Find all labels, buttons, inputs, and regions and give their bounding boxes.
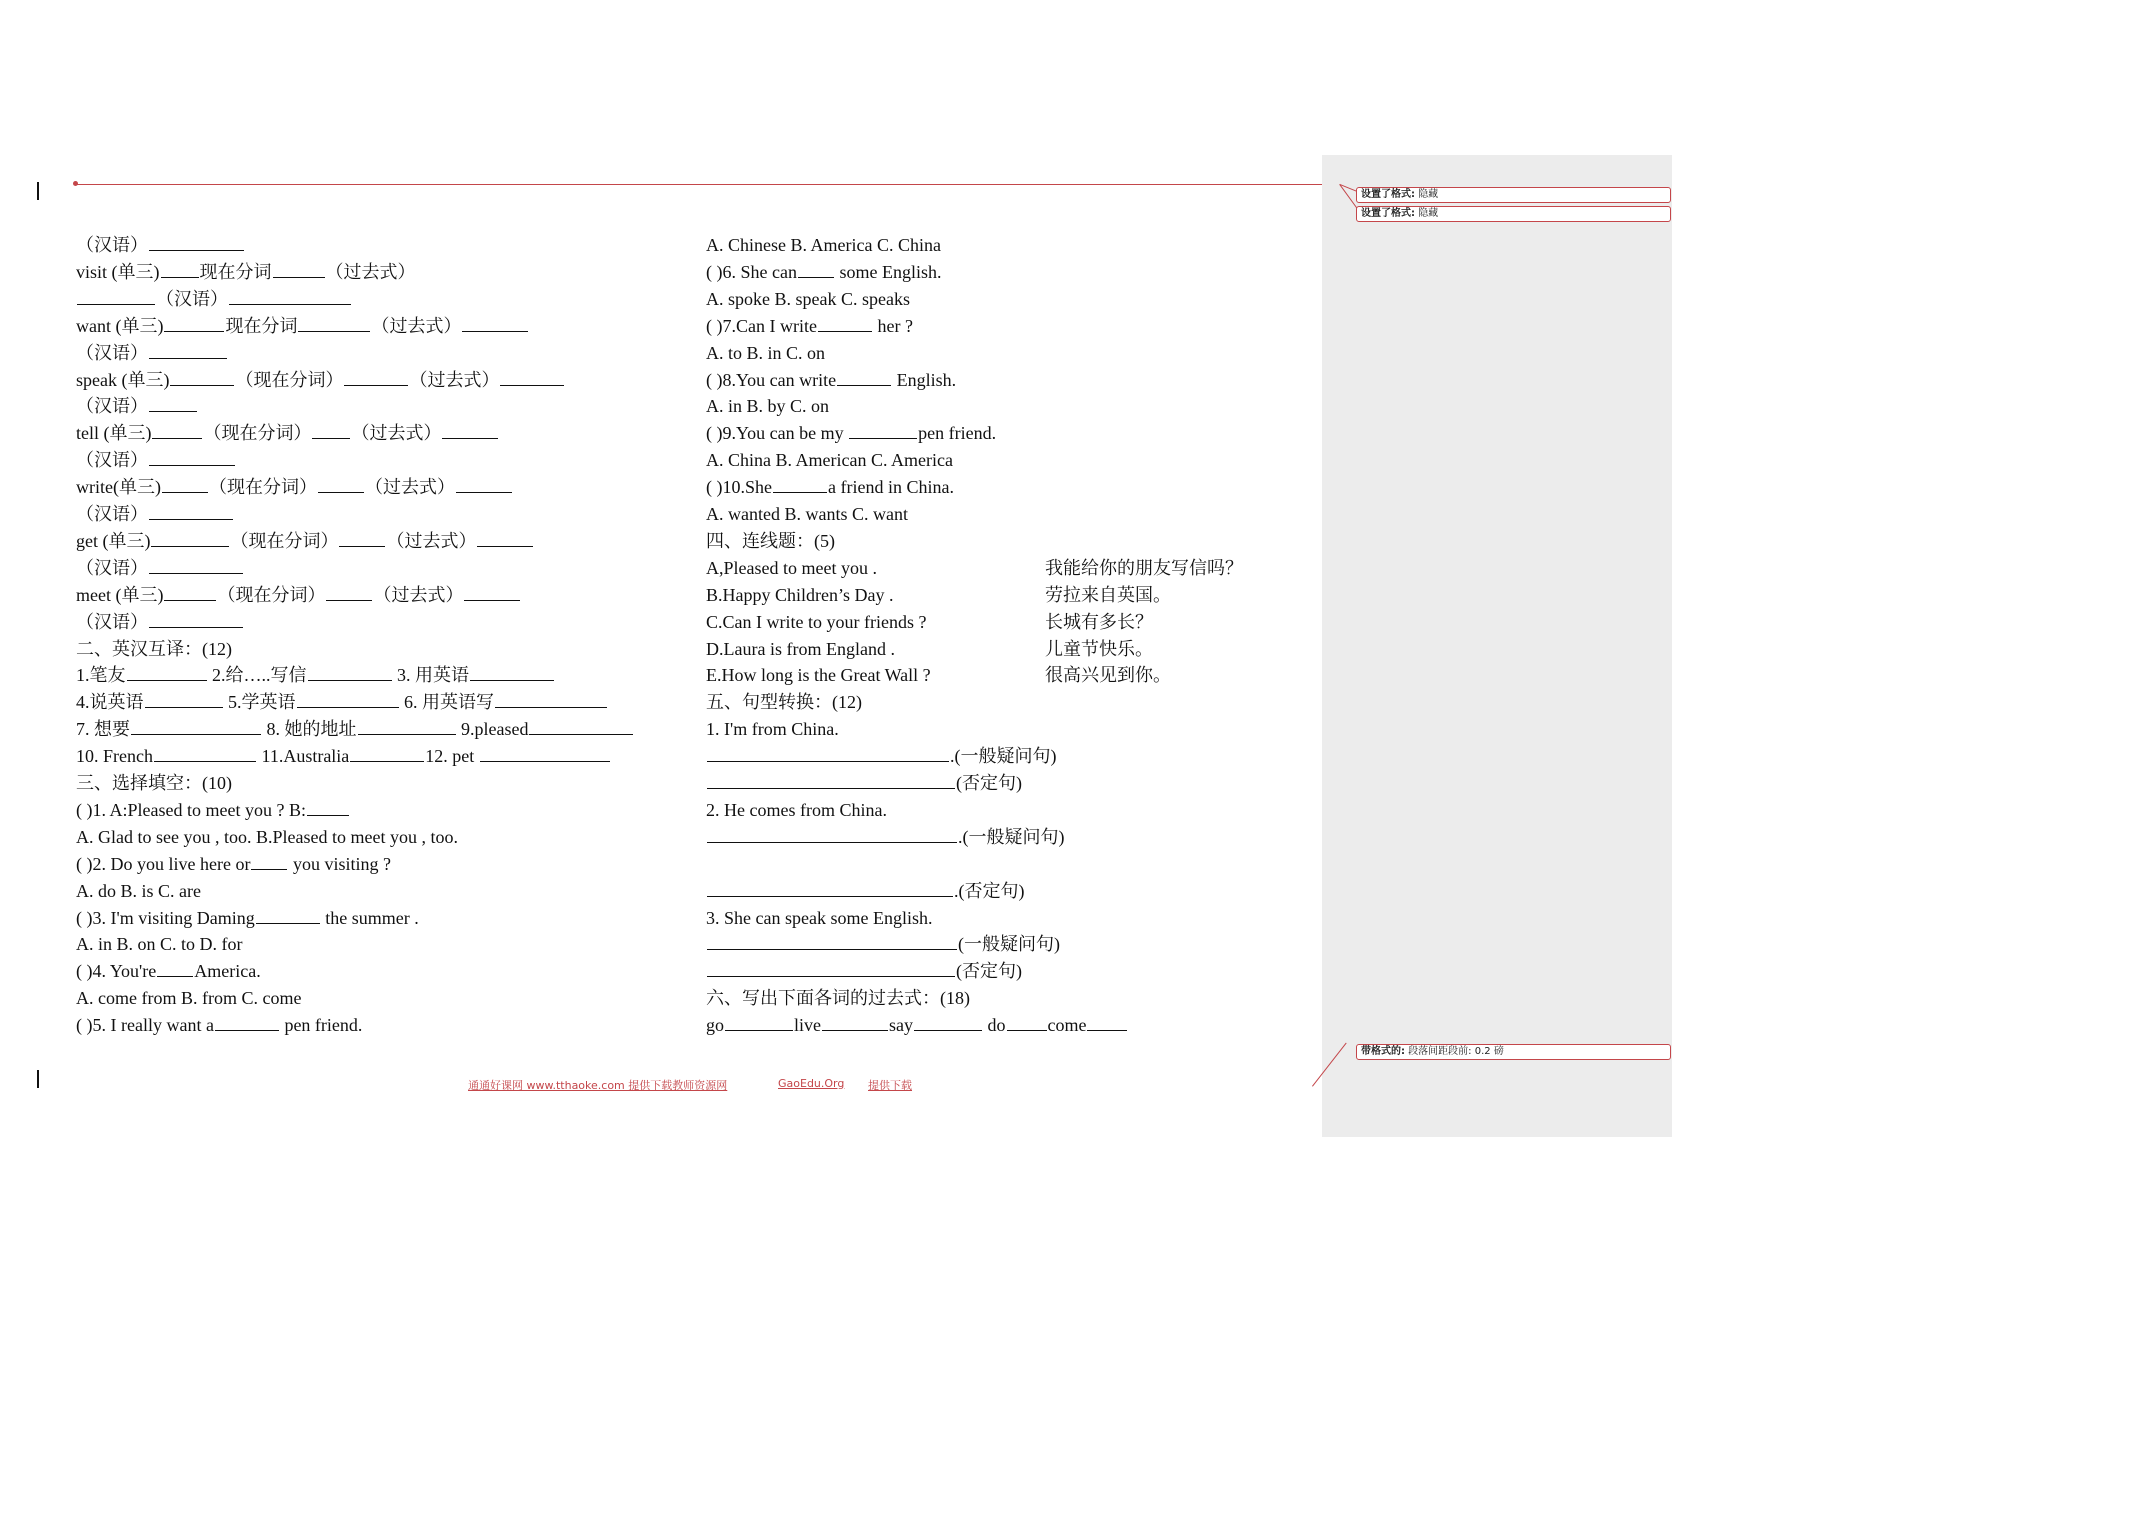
matching-option: 很高兴见到你。 [1045, 665, 1171, 686]
answer-blank[interactable] [822, 1015, 888, 1031]
line-text: (一般疑问句) [958, 934, 1060, 955]
answer-blank[interactable] [256, 908, 320, 924]
revision-anchor [73, 181, 78, 186]
answer-blank[interactable] [480, 746, 610, 762]
line-text: 4.说英语 [76, 692, 144, 713]
answer-blank[interactable] [151, 531, 229, 547]
line-text: say [889, 1015, 913, 1036]
worksheet-line [76, 638, 232, 660]
line-text: （过去式） [364, 477, 455, 498]
worksheet-line [76, 261, 416, 283]
answer-blank[interactable] [358, 719, 456, 735]
answer-blank[interactable] [529, 719, 633, 735]
line-text: A. Chinese B. America C. China [706, 235, 941, 255]
comment-label: 带格式的: [1361, 1046, 1405, 1057]
line-text: （汉语） [156, 288, 228, 309]
line-text: ( )3. I'm visiting Daming [76, 907, 255, 928]
answer-blank[interactable] [127, 665, 207, 681]
line-text: do [983, 1015, 1006, 1036]
line-text: come [1047, 1015, 1087, 1036]
answer-blank[interactable] [798, 262, 834, 278]
answer-blank[interactable] [157, 961, 193, 977]
answer-blank[interactable] [707, 746, 949, 762]
worksheet-line [76, 933, 243, 955]
answer-blank[interactable] [164, 316, 224, 332]
line-text: （汉语） [76, 450, 148, 471]
line-text: America. [194, 961, 261, 982]
comment-text: 隐藏 [1418, 189, 1439, 200]
line-text: （现在分词） [208, 477, 317, 498]
line-text: 3. 用英语 [392, 665, 469, 686]
answer-blank[interactable] [318, 477, 364, 493]
answer-blank[interactable] [707, 934, 957, 950]
footer-domain-link[interactable]: GaoEdu.Org [778, 1077, 845, 1090]
line-text: .(否定句) [954, 880, 1025, 901]
worksheet-line [76, 476, 513, 498]
worksheet-line [76, 449, 236, 471]
worksheet-line [706, 530, 835, 552]
line-text: 8. 她的地址 [262, 719, 357, 740]
answer-blank[interactable] [170, 370, 234, 386]
line-text: visit (单三) [76, 261, 160, 282]
worksheet-line [76, 987, 301, 1009]
answer-blank[interactable] [495, 692, 607, 708]
worksheet-line [706, 907, 932, 929]
worksheet-line [706, 799, 887, 821]
line-text: B.Happy Children’s Day . [706, 584, 894, 605]
line-text: ( )5. I really want a [76, 1015, 214, 1036]
worksheet-line [76, 315, 529, 337]
answer-blank[interactable] [462, 316, 528, 332]
answer-blank[interactable] [145, 692, 223, 708]
line-text: ( )8.You can write [706, 369, 837, 390]
matching-option: 劳拉来自英国。 [1045, 584, 1171, 605]
answer-blank[interactable] [162, 477, 208, 493]
line-text: A. China B. American C. America [706, 450, 953, 471]
answer-blank[interactable] [297, 692, 399, 708]
worksheet-line [76, 288, 352, 310]
answer-blank[interactable] [837, 370, 891, 386]
answer-blank[interactable] [914, 1015, 982, 1031]
line-text: 1. I'm from China. [706, 719, 839, 740]
line-text: 现在分词 [225, 315, 298, 336]
worksheet-line [76, 907, 419, 929]
answer-blank[interactable] [149, 504, 233, 520]
line-text: (否定句) [956, 961, 1022, 982]
worksheet-line [706, 691, 862, 713]
worksheet-line [706, 880, 1025, 902]
line-text: A. in B. on C. to D. for [76, 934, 243, 955]
line-text: （汉语） [76, 342, 148, 363]
worksheet-line [706, 449, 953, 471]
line-text: you visiting ? [288, 853, 391, 874]
worksheet-line [76, 503, 234, 525]
line-text: 2.给…..写信 [207, 665, 307, 686]
worksheet-line [76, 691, 608, 713]
worksheet-line [706, 422, 996, 444]
answer-blank[interactable] [149, 558, 243, 574]
answer-blank[interactable] [326, 585, 372, 601]
line-text: A. come from B. from C. come [76, 988, 302, 1009]
line-text: A. Glad to see you , too. B.Pleased to meet you , too. [76, 826, 458, 847]
comment-balloon[interactable] [1356, 187, 1671, 203]
worksheet-line [706, 261, 941, 283]
line-text: a friend in China. [828, 477, 954, 498]
line-text: （现在分词） [235, 369, 344, 390]
worksheet-line [76, 611, 244, 633]
line-text: want (单三) [76, 315, 164, 336]
worksheet-line [706, 718, 839, 740]
worksheet-line [76, 422, 499, 444]
line-text: .(一般疑问句) [958, 826, 1065, 847]
worksheet-line [76, 799, 350, 821]
answer-blank[interactable] [500, 370, 564, 386]
line-text: the summer . [320, 907, 419, 928]
worksheet-line [706, 315, 913, 337]
line-text: .(一般疑问句) [950, 746, 1057, 767]
answer-blank[interactable] [464, 585, 520, 601]
line-text: ( )6. She can [706, 261, 797, 282]
line-text: （汉语） [76, 235, 148, 255]
footer-download-link[interactable]: 提供下载 [868, 1079, 912, 1092]
line-text: ( )2. Do you live here or [76, 853, 251, 874]
line-text: （汉语） [76, 396, 148, 417]
line-text: some English. [834, 261, 942, 282]
line-text: 10. French [76, 746, 153, 767]
text-cursor-marker [37, 1070, 39, 1088]
worksheet-line [706, 960, 1022, 982]
line-text: （汉语） [76, 557, 148, 578]
answer-blank[interactable] [477, 531, 533, 547]
line-text: （过去式） [373, 584, 464, 605]
comment-balloon[interactable] [1356, 206, 1671, 222]
worksheet-line [706, 987, 970, 1009]
answer-blank[interactable] [149, 612, 243, 628]
line-text: ( )4. You're [76, 961, 157, 982]
worksheet-line [76, 960, 261, 982]
line-text: her ? [872, 315, 913, 336]
line-text: C.Can I write to your friends ? [706, 611, 927, 632]
answer-blank[interactable] [149, 235, 244, 251]
worksheet-line [706, 933, 1060, 955]
worksheet-line [76, 745, 611, 767]
line-text: （汉语） [76, 611, 148, 632]
worksheet-line [76, 853, 391, 875]
answer-blank[interactable] [298, 316, 370, 332]
answer-blank[interactable] [77, 289, 155, 305]
worksheet-line [76, 584, 521, 606]
line-text: D.Laura is from England . [706, 638, 895, 659]
worksheet-line [76, 880, 201, 902]
line-text: live [794, 1015, 821, 1036]
answer-blank[interactable] [229, 289, 351, 305]
worksheet-line [76, 395, 198, 417]
line-text: 12. pet [425, 746, 479, 767]
worksheet-line [706, 557, 877, 579]
line-text: 三、选择填空：(10) [76, 773, 232, 793]
line-text: E.How long is the Great Wall ? [706, 665, 931, 686]
answer-blank[interactable] [131, 719, 261, 735]
answer-blank[interactable] [1087, 1015, 1127, 1031]
worksheet-line [706, 342, 825, 364]
answer-blank[interactable] [339, 531, 385, 547]
answer-blank[interactable] [312, 423, 350, 439]
line-text: A. to B. in C. on [706, 342, 826, 363]
line-text: （现在分词） [217, 584, 326, 605]
comment-balloon[interactable] [1356, 1044, 1671, 1060]
line-text: ( )1. A:Pleased to meet you ? B: [76, 799, 306, 820]
worksheet-line [706, 288, 910, 310]
matching-option: 我能给你的朋友写信吗？ [1045, 557, 1243, 578]
line-text: 现在分词 [199, 261, 272, 282]
answer-blank[interactable] [154, 746, 256, 762]
answer-blank[interactable] [350, 746, 424, 762]
line-text: 7. 想要 [76, 719, 130, 740]
line-text: 六、写出下面各词的过去式：(18) [706, 988, 970, 1009]
line-text: （过去式） [386, 530, 477, 551]
line-text: write(单三) [76, 477, 161, 498]
line-text: tell (单三) [76, 423, 152, 444]
line-text: ( )7.Can I write [706, 315, 817, 336]
worksheet-line [76, 664, 555, 686]
line-text: 二、英汉互译：(12) [76, 638, 232, 659]
worksheet-line [76, 772, 232, 794]
worksheet-line [706, 503, 908, 525]
worksheet-line [706, 1014, 1128, 1036]
worksheet-line [706, 638, 895, 660]
worksheet-line [706, 395, 829, 417]
line-text: 5.学英语 [223, 692, 296, 713]
worksheet-line [706, 664, 931, 686]
worksheet-line [76, 718, 634, 740]
worksheet-line [76, 557, 244, 579]
matching-option: 儿童节快乐。 [1045, 638, 1153, 659]
answer-blank[interactable] [707, 827, 957, 843]
answer-blank[interactable] [1007, 1015, 1047, 1031]
line-text: (否定句) [956, 773, 1022, 793]
answer-blank[interactable] [456, 477, 512, 493]
matching-option: 长城有多长？ [1045, 611, 1153, 632]
answer-blank[interactable] [215, 1015, 279, 1031]
line-text: （过去式） [371, 315, 462, 336]
line-text: English. [892, 369, 957, 390]
comment-text: 段落间距段前: 0.2 磅 [1408, 1046, 1504, 1057]
revision-line [75, 184, 1340, 185]
line-text: 五、句型转换：(12) [706, 692, 862, 713]
worksheet-line [706, 234, 941, 256]
answer-blank[interactable] [273, 262, 325, 278]
answer-blank[interactable] [164, 585, 216, 601]
comment-label: 设置了格式: [1361, 208, 1415, 219]
worksheet-line [706, 369, 956, 391]
answer-blank[interactable] [818, 316, 872, 332]
line-text: （过去式） [325, 261, 416, 282]
worksheet-line [76, 342, 228, 364]
line-text: go [706, 1015, 724, 1036]
line-text: 2. He comes from China. [706, 799, 887, 820]
line-text: speak (单三) [76, 369, 170, 390]
footer-site-link[interactable]: 通通好课网 www.tthaoke.com 提供下载教师资源网 [468, 1079, 728, 1092]
line-text: （现在分词） [203, 423, 312, 444]
worksheet-line [76, 1014, 362, 1036]
answer-blank[interactable] [149, 343, 227, 359]
answer-blank[interactable] [725, 1015, 793, 1031]
line-text: （过去式） [409, 369, 500, 390]
line-text: 1.笔友 [76, 665, 126, 686]
worksheet-line [706, 611, 926, 633]
line-text: pen friend. [918, 423, 997, 444]
line-text: meet (单三) [76, 584, 164, 605]
worksheet-line [706, 772, 1022, 794]
answer-blank[interactable] [707, 961, 955, 977]
worksheet-line [706, 745, 1057, 767]
answer-blank[interactable] [307, 800, 349, 816]
answer-blank[interactable] [149, 396, 197, 412]
line-text: get (单三) [76, 530, 151, 551]
answer-blank[interactable] [161, 262, 199, 278]
line-text: ( )9.You can be my [706, 423, 849, 444]
answer-blank[interactable] [149, 450, 235, 466]
line-text: A. spoke B. speak C. speaks [706, 288, 910, 309]
answer-blank[interactable] [344, 370, 408, 386]
line-text: （过去式） [351, 423, 442, 444]
worksheet-line [76, 826, 458, 848]
worksheet-line [76, 530, 534, 552]
line-text: A,Pleased to meet you . [706, 557, 877, 578]
answer-blank[interactable] [152, 423, 202, 439]
line-text: （现在分词） [230, 530, 339, 551]
line-text: （汉语） [76, 504, 148, 524]
line-text: A. do B. is C. are [76, 880, 201, 901]
answer-blank[interactable] [442, 423, 498, 439]
answer-blank[interactable] [773, 477, 827, 493]
worksheet-line [76, 369, 565, 391]
answer-blank[interactable] [849, 423, 917, 439]
worksheet-line [76, 234, 245, 256]
line-text: A. in B. by C. on [706, 396, 830, 417]
line-text: 6. 用英语写 [399, 692, 494, 713]
worksheet-line [706, 476, 954, 498]
line-text: 9.pleased [456, 719, 529, 740]
worksheet-line [706, 584, 893, 606]
line-text: 3. She can speak some English. [706, 907, 933, 928]
line-text: ( )10.She [706, 477, 772, 498]
answer-blank[interactable] [308, 665, 392, 681]
comment-text: 隐藏 [1418, 208, 1439, 219]
answer-blank[interactable] [470, 665, 554, 681]
answer-blank[interactable] [251, 854, 287, 870]
comment-label: 设置了格式: [1361, 189, 1415, 200]
line-text: A. wanted B. wants C. want [706, 504, 908, 524]
line-text: 四、连线题：(5) [706, 530, 835, 551]
line-text: pen friend. [279, 1015, 363, 1036]
answer-blank[interactable] [707, 881, 953, 897]
text-cursor-marker [37, 182, 39, 200]
worksheet-line [706, 826, 1065, 848]
line-text: 11.Australia [256, 746, 350, 767]
answer-blank[interactable] [707, 773, 955, 789]
comment-margin-panel [1322, 155, 1672, 1137]
